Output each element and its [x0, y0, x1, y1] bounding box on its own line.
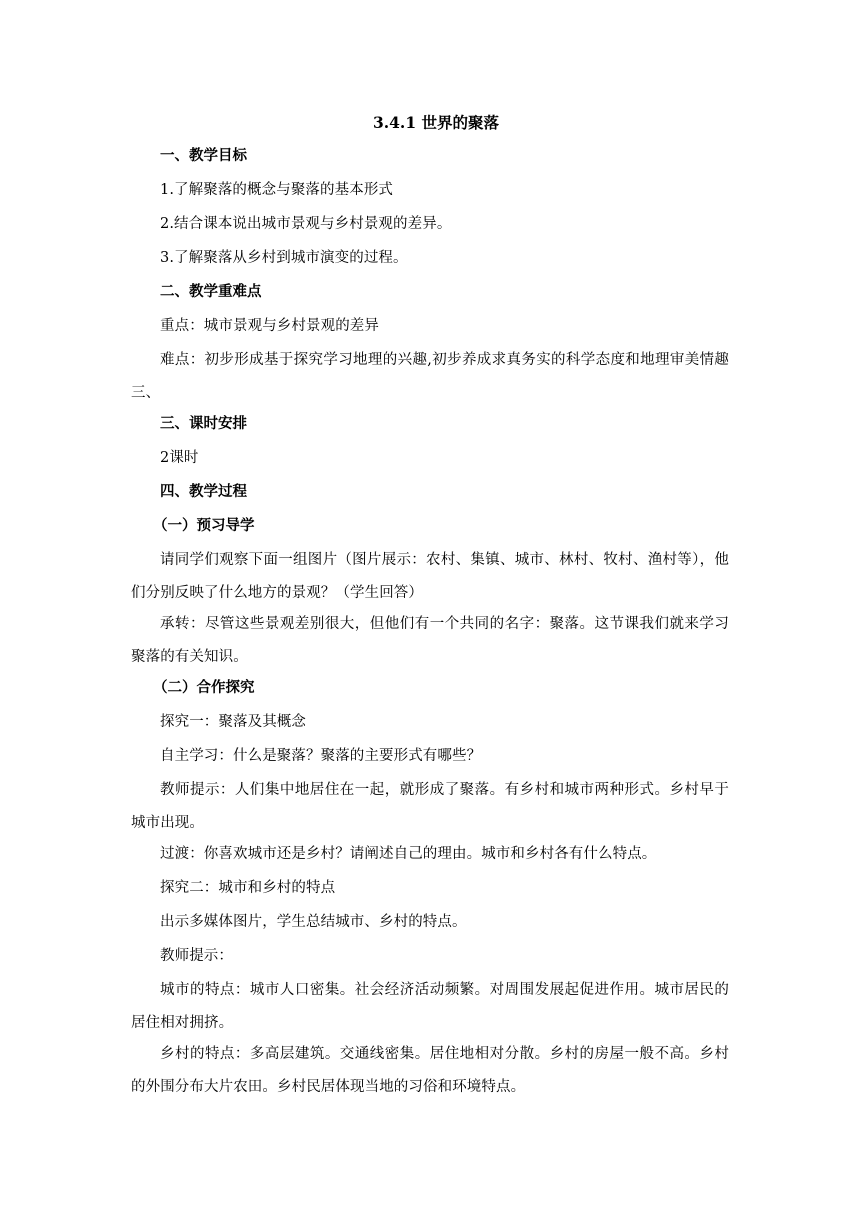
- body-paragraph: 教师提示：: [160, 948, 233, 964]
- body-paragraph: 请同学们观察下面一组图片（图片展示：农村、集镇、城市、林村、牧村、渔村等），他们分别反映了什么地方的景观？（学生回答）: [131, 552, 729, 601]
- subsection-heading-preview: （一）预习导学: [153, 517, 255, 534]
- section-heading-schedule: 三、课时安排: [160, 415, 247, 432]
- document-title: 3.4.1 世界的聚落: [372, 113, 500, 132]
- document-body: [131, 110, 729, 1105]
- section-heading-objectives: 一、教学目标: [160, 147, 247, 164]
- body-paragraph: 城市的特点：城市人口密集。社会经济活动频繁。对周围发展起促进作用。城市居民的居住相对拥挤。: [131, 982, 729, 1031]
- difficult-point-paragraph: 难点：初步形成基于探究学习地理的兴趣,初步养成求真务实的科学态度和地理审美情趣三、: [131, 352, 729, 401]
- body-paragraph: 教师提示：人们集中地居住在一起，就形成了聚落。有乡村和城市两种形式。乡村早于城市出现。: [131, 782, 729, 831]
- objective-item: 1.了解聚落的概念与聚落的基本形式: [160, 182, 394, 198]
- body-paragraph: 探究一：聚落及其概念: [160, 714, 306, 730]
- objective-item: 2.结合课本说出城市景观与乡村景观的差异。: [160, 216, 452, 232]
- body-paragraph: 过渡：你喜欢城市还是乡村？请阐述自己的理由。城市和乡村各有什么特点。: [160, 846, 657, 862]
- body-paragraph: 承转：尽管这些景观差别很大，但他们有一个共同的名字：聚落。这节课我们就来学习聚落的有关知识。: [131, 616, 729, 665]
- body-paragraph: 出示多媒体图片，学生总结城市、乡村的特点。: [160, 914, 467, 930]
- schedule-paragraph: 2课时: [160, 450, 199, 466]
- objective-item: 3.了解聚落从乡村到城市演变的过程。: [160, 250, 408, 266]
- subsection-heading-cooperation: （二）合作探究: [153, 679, 255, 696]
- section-heading-key-points: 二、教学重难点: [160, 283, 262, 300]
- section-heading-process: 四、教学过程: [160, 483, 247, 500]
- body-paragraph: 探究二：城市和乡村的特点: [160, 880, 336, 896]
- body-paragraph: 乡村的特点：多高层建筑。交通线密集。居住地相对分散。乡村的房屋一般不高。乡村的外围分布大片农田。乡村民居体现当地的习俗和环境特点。: [131, 1046, 729, 1095]
- key-point-paragraph: 重点：城市景观与乡村景观的差异: [160, 318, 379, 334]
- body-paragraph: 自主学习：什么是聚落？聚落的主要形式有哪些？: [160, 748, 482, 764]
